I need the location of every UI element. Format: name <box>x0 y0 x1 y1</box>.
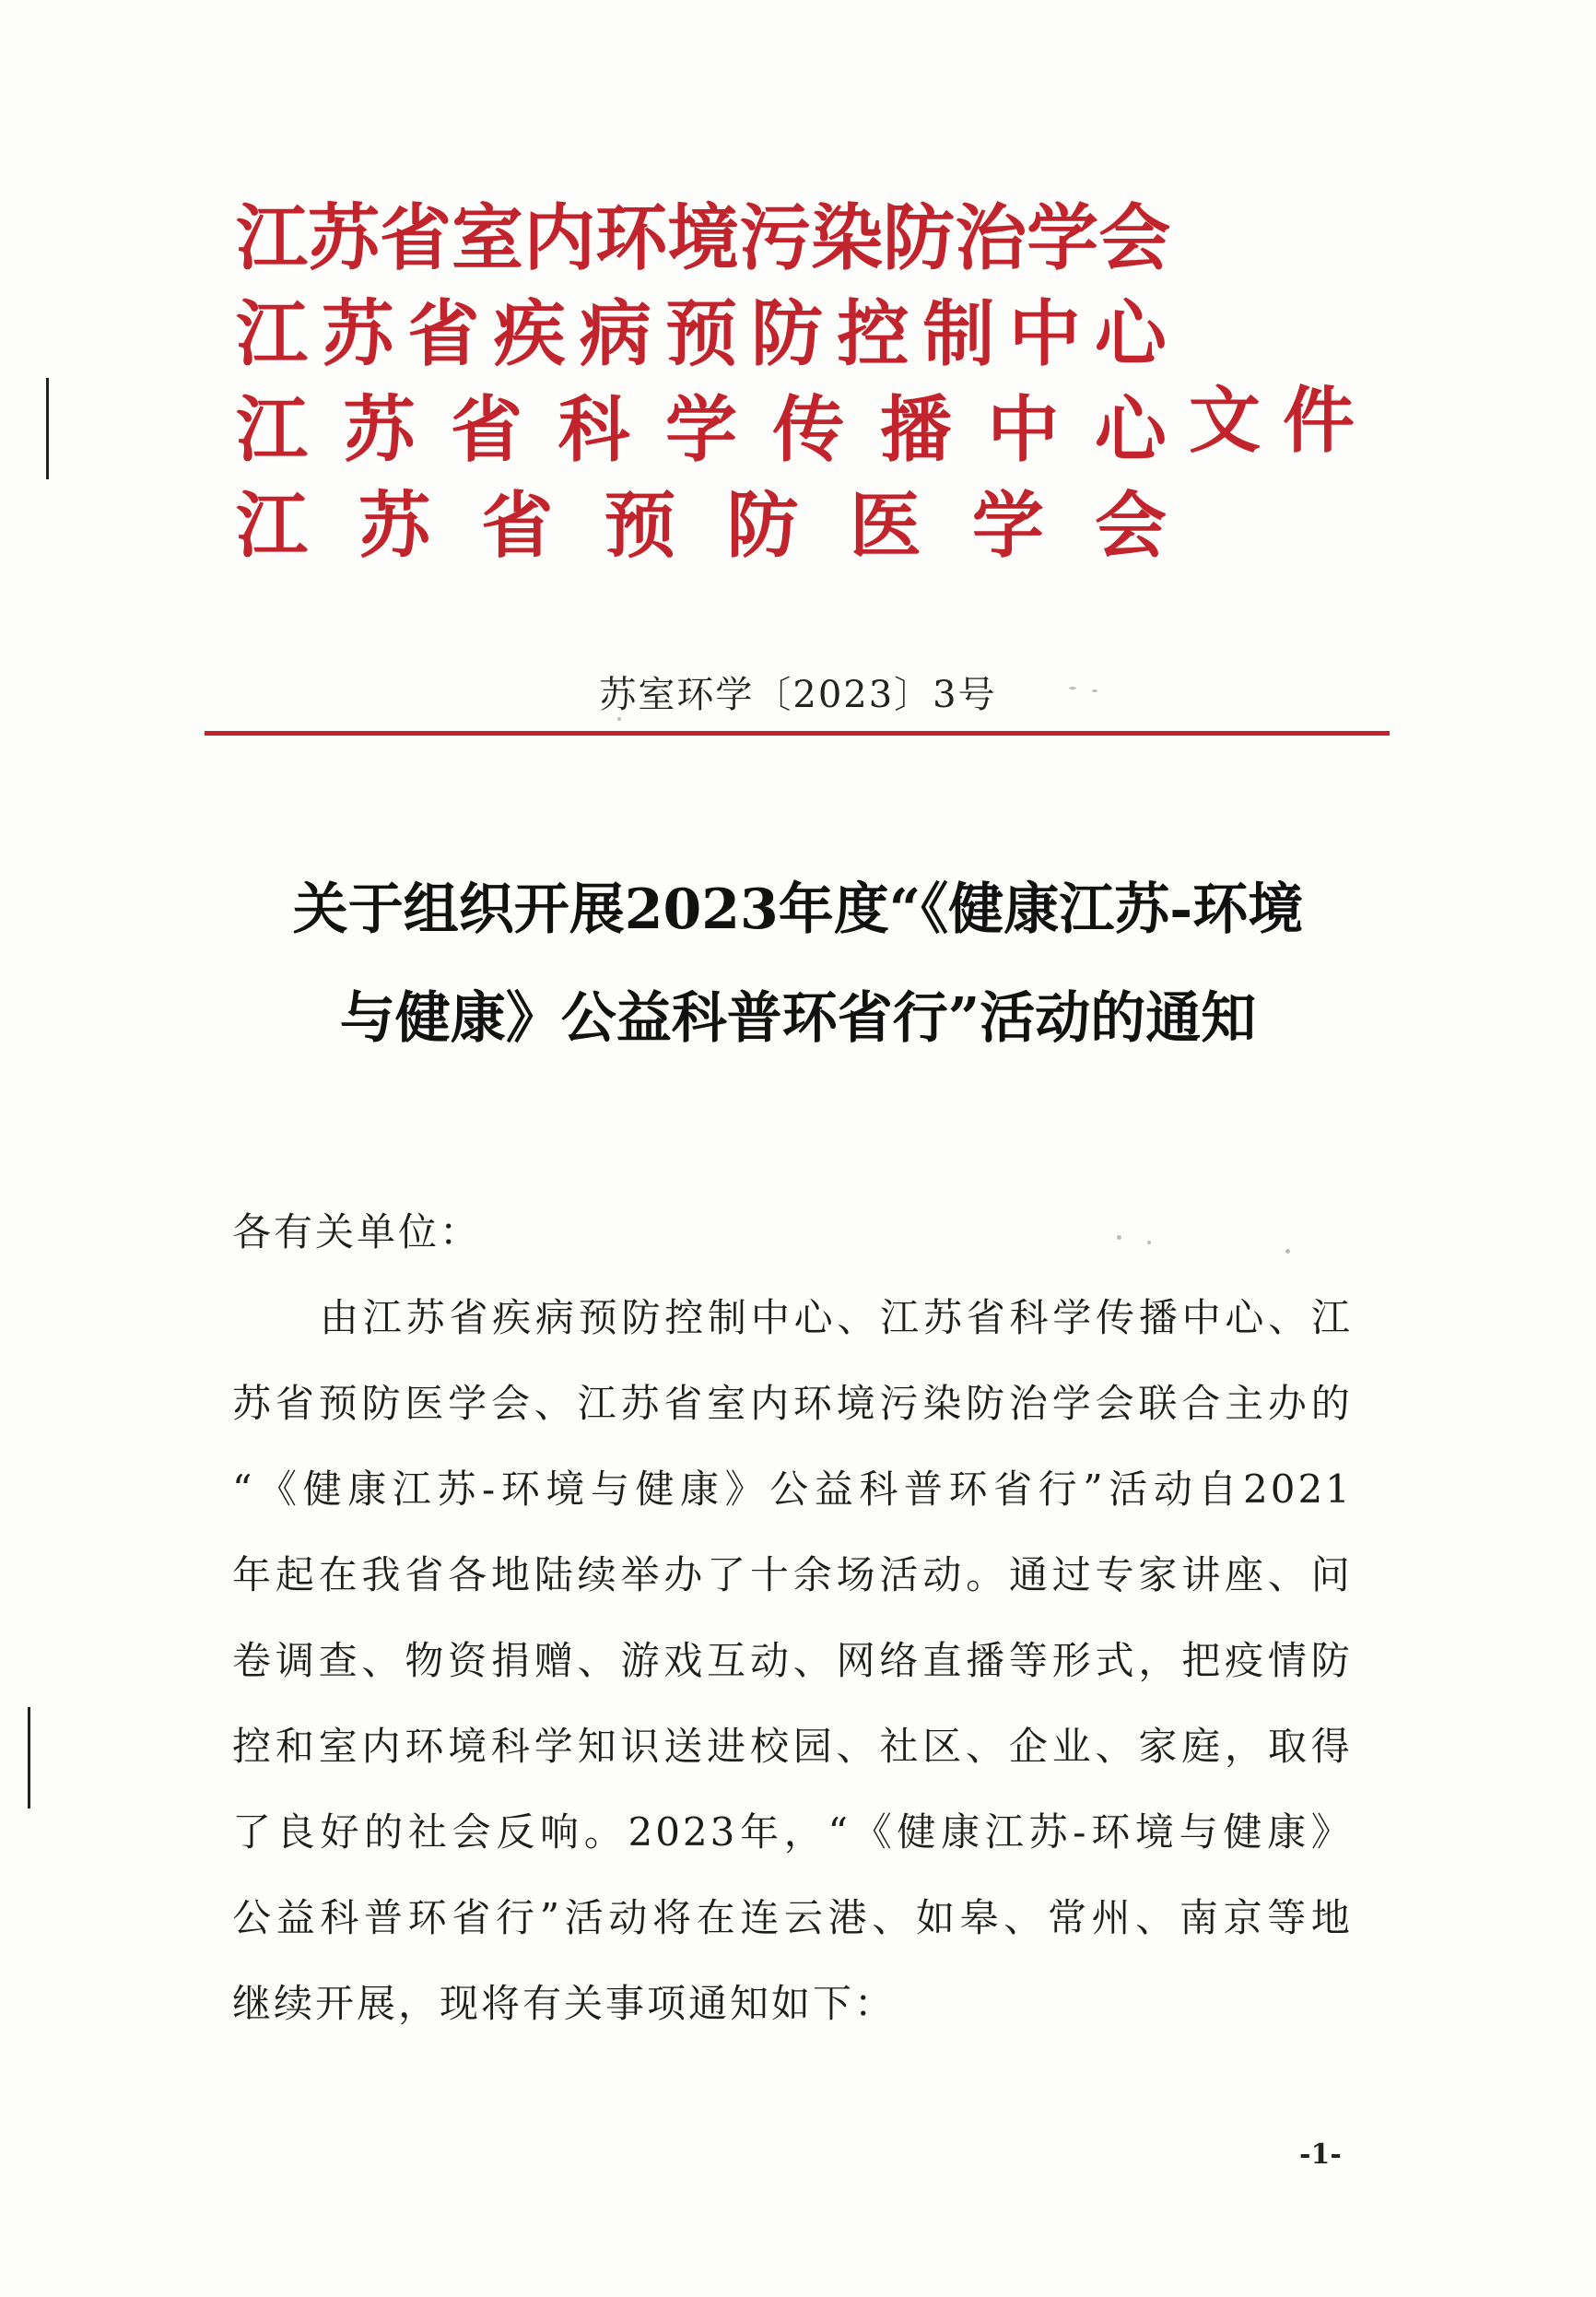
paragraph-line: 控 和 室 内 环 境 科 学 知 识 送 进 校 园 、 社 区 、 企 业 、 家 庭 ， 取 得 <box>232 1724 1353 1769</box>
scan-speck <box>1092 689 1097 692</box>
document-type-label: 文件 <box>1189 379 1378 463</box>
title-line: 与健康》公益科普环省行”活动的通知 <box>339 986 1257 1051</box>
paragraph-line: 公 益 科 普 环 省 行 ” 活 动 将 在 连 云 港 、 如 皋 、 常 州 、 南 京 等 地 <box>232 1895 1353 1940</box>
salutation: 各有关单位： <box>232 1209 482 1255</box>
issuer-line: 江 苏 省 室 内 环 境 污 染 防 治 学 会 <box>236 196 1171 280</box>
scan-speck <box>1147 1241 1151 1244</box>
document-title <box>138 855 1458 1073</box>
paragraph-line: 了 良 好 的 社 会 反 响 。 2023 年 ， “ 《 健 康 江 苏 - 环 境 与 健 康 》 <box>232 1809 1353 1855</box>
scan-speck <box>617 717 621 721</box>
issuer-line: 江 苏 省 科 学 传 播 中 心 <box>236 388 1167 472</box>
binding-mark <box>46 378 49 479</box>
scan-speck <box>1285 1249 1290 1254</box>
binding-mark <box>28 1707 30 1808</box>
title-line: 关于组织开展2023年度“《健康江苏-环境 <box>292 878 1304 942</box>
scan-speck <box>1069 687 1076 689</box>
paragraph-line: “ 《 健 康 江 苏 - 环 境 与 健 康 》 公 益 科 普 环 省 行 ” 活 动 自 2021 <box>232 1467 1353 1512</box>
paragraph-line: 年 起 在 我 省 各 地 陆 续 举 办 了 十 余 场 活 动 。 通 过 专 家 讲 座 、 问 <box>232 1552 1353 1597</box>
paragraph-line: 由 江 苏 省 疾 病 预 防 控 制 中 心 、 江 苏 省 科 学 传 播 中 心 、 江 <box>320 1295 1353 1340</box>
paragraph-line: 苏 省 预 防 医 学 会 、 江 苏 省 室 内 环 境 污 染 防 治 学 会 联 合 主 办 的 <box>232 1381 1353 1426</box>
paragraph-line: 继续开展，现将有关事项通知如下： <box>232 1981 897 2026</box>
red-separator-line <box>205 731 1390 736</box>
document-body <box>232 1189 1353 2046</box>
scan-speck <box>1117 1235 1121 1240</box>
document-number: 苏室环学〔2023〕3号 <box>599 674 997 716</box>
paragraph-line: 卷 调 查 、 物 资 捐 赠 、 游 戏 互 动 、 网 络 直 播 等 形 式 ， 把 疫 情 防 <box>232 1638 1353 1683</box>
issuer-line: 江 苏 省 预 防 医 学 会 <box>236 484 1167 568</box>
issuer-line: 江 苏 省 疾 病 预 防 控 制 中 心 <box>236 292 1167 376</box>
issuer-list <box>236 196 1171 586</box>
page-number: -1- <box>1299 2138 1342 2171</box>
